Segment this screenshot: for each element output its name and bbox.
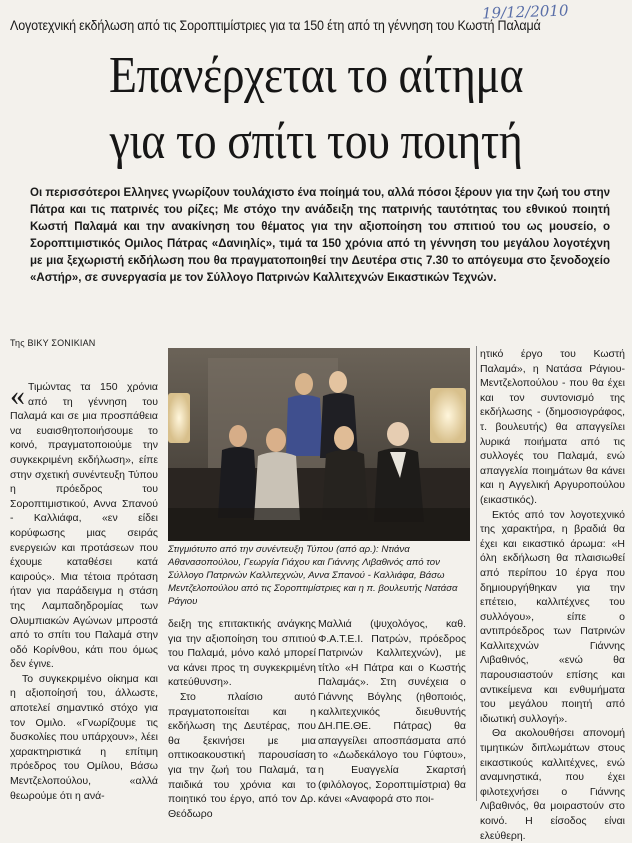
paragraph: δειξη της επιτακτικής ανάγκης για την αξιοποίηση του σπιτιού του Παλαμά, μόνο καλό μπορεί να κάνει προς τη συγκεκριμένη κατεύθυνση». (168, 618, 316, 689)
photo-illustration (168, 348, 470, 541)
lead-text: Οι περισσότεροι Ελληνες γνωρίζουν τουλάχιστο ένα ποίημά του, αλλά πόσοι ξέρουν για την ζωή του στην Πάτρα και τις πατρινές του ρίζες; Με στόχο την ανάδειξη της πατρινής ταυτότητας του εθνικού ποιητή Κωστή Παλαμά και την ανακίνηση του θέματος για την αξιοποίηση του σπιτιού του ως μουσείο, ο Σοροπτιμιστικός Ομιλος Πάτρας «Δανιηλίς», τιμά τα 150 χρόνια από τη γέννηση του μεγάλου λογοτέχνη με μια ξεχωριστή εκδήλωση που θα πραγματοποιηθεί την Δευτέρα στις 7.30 το απόγευμα στο ξενοδοχείο «Αστήρ», σε συνεργασία με τον Σύλλογο Πατρινών Καλλιτεχνών Εικαστικών Τεχνών. (30, 187, 610, 284)
article-column-4 (480, 347, 625, 843)
paragraph: Θα ακολουθήσει απονομή τιμητικών διπλωμάτων στους εικαστικούς καλλιτέχνες, ενώ αναμνηστικά, που έχει φιλοτεχνήσει ο Γιάννης Λιβαθινός, θα μοιραστούν στο κοινό. Η είσοδος είναι ελεύθερη. (480, 727, 625, 842)
headline-line-1: Επανέρχεται το αίτημα (108, 47, 523, 104)
opening-quote-mark: « (10, 379, 25, 412)
photo-caption: Στιγμιότυπο από την συνέντευξη Τύπου (από αρ.): Ντιάνα Αθανασοπούλου, Γεωργία Γιάχου και Γιάννης Λιβαθινός από τον Σύλλογο Πατρινών Καλλιτεχνών, Αννα Σπανού - Καλλιάφα, Βάσω Μεντζελοπούλου από τις Σοροπτιμίστριες και η π. βουλευτής Νατάσα Ράγιου (168, 544, 458, 607)
press-conference-photo (168, 348, 470, 541)
article-column-2 (168, 617, 316, 821)
lead-paragraph (30, 185, 610, 287)
article-column-1 (10, 380, 158, 803)
column-divider (476, 346, 477, 801)
article-column-3 (318, 617, 466, 807)
handwritten-date: 19/12/2010 (481, 1, 569, 23)
headline-line-2: για το σπίτι του ποιητή (109, 113, 523, 170)
byline: Της ΒΙΚΥ ΣΟΝΙΚΙΑΝ (10, 338, 96, 348)
kicker: Λογοτεχνική εκδήλωση από τις Σοροπτιμίστριες για τα 150 έτη από τη γέννηση του Κωστή Παλαμά (10, 18, 541, 33)
paragraph: Στο πλαίσιο αυτό πραγματοποιείται και η εκδήλωση της Δευτέρας, που θα ξεκινήσει με μια οπτικοακουστική παρουσίαση για την ζωή του Παλαμά, τα παιδικά του χρόνια και το ποιητικό του έργο, από τον Δρ. Θεόδωρο (168, 690, 316, 820)
paragraph: ητικό έργο του Κωστή Παλαμά», η Νατάσα Ράγιου-Μεντζελοπούλου - που θα έχει και τον συντονισμό της εκδήλωσης - (δημοσιογράφος, τ. βουλευτής) θα απαγγείλει λυρικά ποιήματα από τις συλλογές του Παλαμά, ενώ απαγγελία ποιημάτων θα κάνει και η Αγγελική Αργυροπούλου (εικαστικός). (480, 348, 625, 506)
paragraph: Το συγκεκριμένο οίκημα και η αξιοποίησή του, άλλωστε, αποτελεί σημαντικό στόχο για τον Ομιλο. «Γνωρίζουμε τις δυσκολίες που υπάρχουν», λέει χαρακτηριστικά η επίτιμη πρόεδρος του Ομίλου, Βάσω Μεντζελοπούλου, «αλλά θεωρούμε ότι η ανά- (10, 672, 158, 802)
paragraph: Μαλλιά (ψυχολόγος, καθ. Φ.Α.Τ.Ε.Ι. Πατρών, πρόεδρος Πατρινών Καλλιτεχνών), με τίτλο «Η Πάτρα και ο Κωστής Παλαμάς». Στη συνέχεια ο Γιάννης Βόγλης (ηθοποιός, καλλιτεχνικός διευθυντής ΔΗ.ΠΕ.ΘΕ. Πάτρας) θα απαγγείλει αποσπάσματα από το «Δωδεκάλογο του Γύφτου», η Ευαγγελία Σκαρτσή (φιλόλογος, Σοροπτιμίστρια) θα κάνει «Αναφορά στο ποι- (318, 618, 466, 806)
paragraph: Εκτός από τον λογοτεχνικό της χαρακτήρα, η βραδιά θα έχει και εικαστικό άρωμα: «Η όλη εκδήλωση θα πλαισιωθεί από περίπου 10 έργα που δημιουργήθηκαν για την επέτειο, καλλιτέχνες του συλλόγου», είπε ο αντιπρόεδρος των Πατρινών Καλλιτεχνών Γιάννης Λιβαθινός, «ενώ θα παρουσιαστούν επίσης και αντικείμενα και ενθυμήματα του μεγάλου ποιητή από ιδιωτική συλλογή». (480, 508, 625, 725)
paragraph (10, 380, 158, 672)
paragraph-text: Τιμώντας τα 150 χρόνια από τη γέννηση του Παλαμά και σε μια προσπάθεια να ευαισθητοποιήσουμε το κοινό, πραγματοποιούμε την συγκεκριμένη εκδήλωση», είπε στην σχετική συνέντευξη Τύπου η πρόεδρος του Σοροπτιμιστικού, Αννα Σπανού - Καλλιάφα, «εν είδει κορύφωσης μιας σειράς ενεργειών και προτάσεων που έχουμε καταθέσει κατά καιρούς». Μια τέτοια πρόταση ήταν για παράδειγμα η στάση της Λαμπαδηδρομίας των Ολυμπιακών Αγώνων μπροστά από το σπίτι του Παλαμά στην οδό Κορίνθου, κάτι που όμως δεν έγινε. (10, 381, 158, 671)
